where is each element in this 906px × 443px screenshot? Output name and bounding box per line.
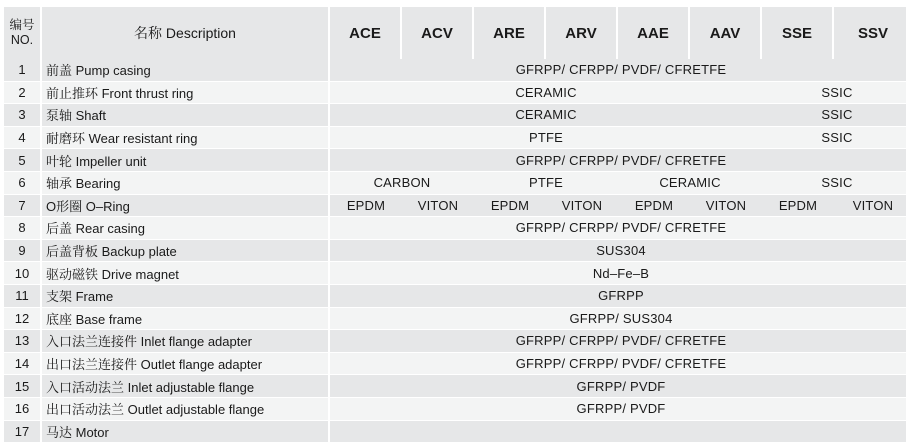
header-model-sse: SSE: [762, 7, 834, 59]
material-cell: GFRPP/ CFRPP/ PVDF/ CFRETFE: [330, 217, 906, 240]
row-description: 马达 Motor: [42, 421, 330, 443]
row-description: 入口活动法兰 Inlet adjustable flange: [42, 375, 330, 398]
material-cell: SSIC: [762, 172, 906, 195]
table-row: [4, 172, 906, 195]
header-no: [4, 7, 42, 59]
row-number: 8: [4, 217, 42, 240]
row-description: 底座 Base frame: [42, 308, 330, 331]
row-description: 驱动磁铁 Drive magnet: [42, 262, 330, 285]
header-model-ace: ACE: [330, 7, 402, 59]
row-number: 9: [4, 240, 42, 263]
material-cell: VITON: [402, 195, 474, 218]
row-number: 17: [4, 421, 42, 443]
material-cell: EPDM: [618, 195, 690, 218]
header-no-en: NO.: [4, 33, 40, 48]
header-row: [4, 7, 906, 59]
row-description: 泵轴 Shaft: [42, 104, 330, 127]
table-row: [4, 308, 906, 331]
header-no-zh: 编号: [4, 18, 40, 33]
header-model-aae: AAE: [618, 7, 690, 59]
header-model-arv: ARV: [546, 7, 618, 59]
material-cell: SUS304: [330, 240, 906, 263]
table-row: [4, 330, 906, 353]
table-row: [4, 398, 906, 421]
material-cell: GFRPP/ CFRPP/ PVDF/ CFRETFE: [330, 59, 906, 82]
table-row: [4, 421, 906, 443]
material-cell: EPDM: [762, 195, 834, 218]
material-cell: Nd–Fe–B: [330, 262, 906, 285]
row-number: 3: [4, 104, 42, 127]
table-row: [4, 285, 906, 308]
material-cell: CERAMIC: [330, 104, 762, 127]
material-cell: GFRPP: [330, 285, 906, 308]
material-cell: GFRPP/ CFRPP/ PVDF/ CFRETFE: [330, 330, 906, 353]
row-description: 出口法兰连接件 Outlet flange adapter: [42, 353, 330, 376]
row-description: 叶轮 Impeller unit: [42, 149, 330, 172]
header-model-aav: AAV: [690, 7, 762, 59]
material-cell: CERAMIC: [330, 82, 762, 105]
row-number: 15: [4, 375, 42, 398]
material-cell: SSIC: [762, 127, 906, 150]
material-cell: CERAMIC: [618, 172, 762, 195]
material-cell: VITON: [690, 195, 762, 218]
row-description: 入口法兰连接件 Inlet flange adapter: [42, 330, 330, 353]
material-cell: EPDM: [474, 195, 546, 218]
row-description: 耐磨环 Wear resistant ring: [42, 127, 330, 150]
material-cell: GFRPP/ PVDF: [330, 375, 906, 398]
material-cell: VITON: [834, 195, 906, 218]
row-number: 5: [4, 149, 42, 172]
material-cell: EPDM: [330, 195, 402, 218]
row-description: O形圈 O–Ring: [42, 195, 330, 218]
header-description: 名称 Description: [42, 7, 330, 59]
row-number: 10: [4, 262, 42, 285]
header-model-ssv: SSV: [834, 7, 906, 59]
table-row: [4, 353, 906, 376]
material-cell: SSIC: [762, 104, 906, 127]
table-row: [4, 82, 906, 105]
row-number: 14: [4, 353, 42, 376]
row-description: 前止推环 Front thrust ring: [42, 82, 330, 105]
header-model-are: ARE: [474, 7, 546, 59]
row-number: 7: [4, 195, 42, 218]
table-row: [4, 240, 906, 263]
row-description: 出口活动法兰 Outlet adjustable flange: [42, 398, 330, 421]
row-number: 2: [4, 82, 42, 105]
material-cell: GFRPP/ CFRPP/ PVDF/ CFRETFE: [330, 149, 906, 172]
material-cell: PTFE: [330, 127, 762, 150]
table-row: [4, 104, 906, 127]
row-number: 1: [4, 59, 42, 82]
table-row: [4, 375, 906, 398]
material-cell: VITON: [546, 195, 618, 218]
material-cell: [330, 421, 906, 443]
table-row: [4, 262, 906, 285]
row-number: 11: [4, 285, 42, 308]
row-description: 前盖 Pump casing: [42, 59, 330, 82]
row-description: 支架 Frame: [42, 285, 330, 308]
material-cell: GFRPP/ PVDF: [330, 398, 906, 421]
table-row: [4, 127, 906, 150]
material-cell: PTFE: [474, 172, 618, 195]
row-number: 16: [4, 398, 42, 421]
material-cell: CARBON: [330, 172, 474, 195]
table-row: [4, 149, 906, 172]
material-cell: GFRPP/ CFRPP/ PVDF/ CFRETFE: [330, 353, 906, 376]
header-model-acv: ACV: [402, 7, 474, 59]
row-number: 4: [4, 127, 42, 150]
table-row: [4, 217, 906, 240]
table-row: [4, 59, 906, 82]
row-description: 后盖背板 Backup plate: [42, 240, 330, 263]
table-row: [4, 195, 906, 218]
materials-table: [4, 7, 906, 443]
row-description: 后盖 Rear casing: [42, 217, 330, 240]
material-cell: SSIC: [762, 82, 906, 105]
row-description: 轴承 Bearing: [42, 172, 330, 195]
row-number: 6: [4, 172, 42, 195]
row-number: 13: [4, 330, 42, 353]
material-cell: GFRPP/ SUS304: [330, 308, 906, 331]
row-number: 12: [4, 308, 42, 331]
